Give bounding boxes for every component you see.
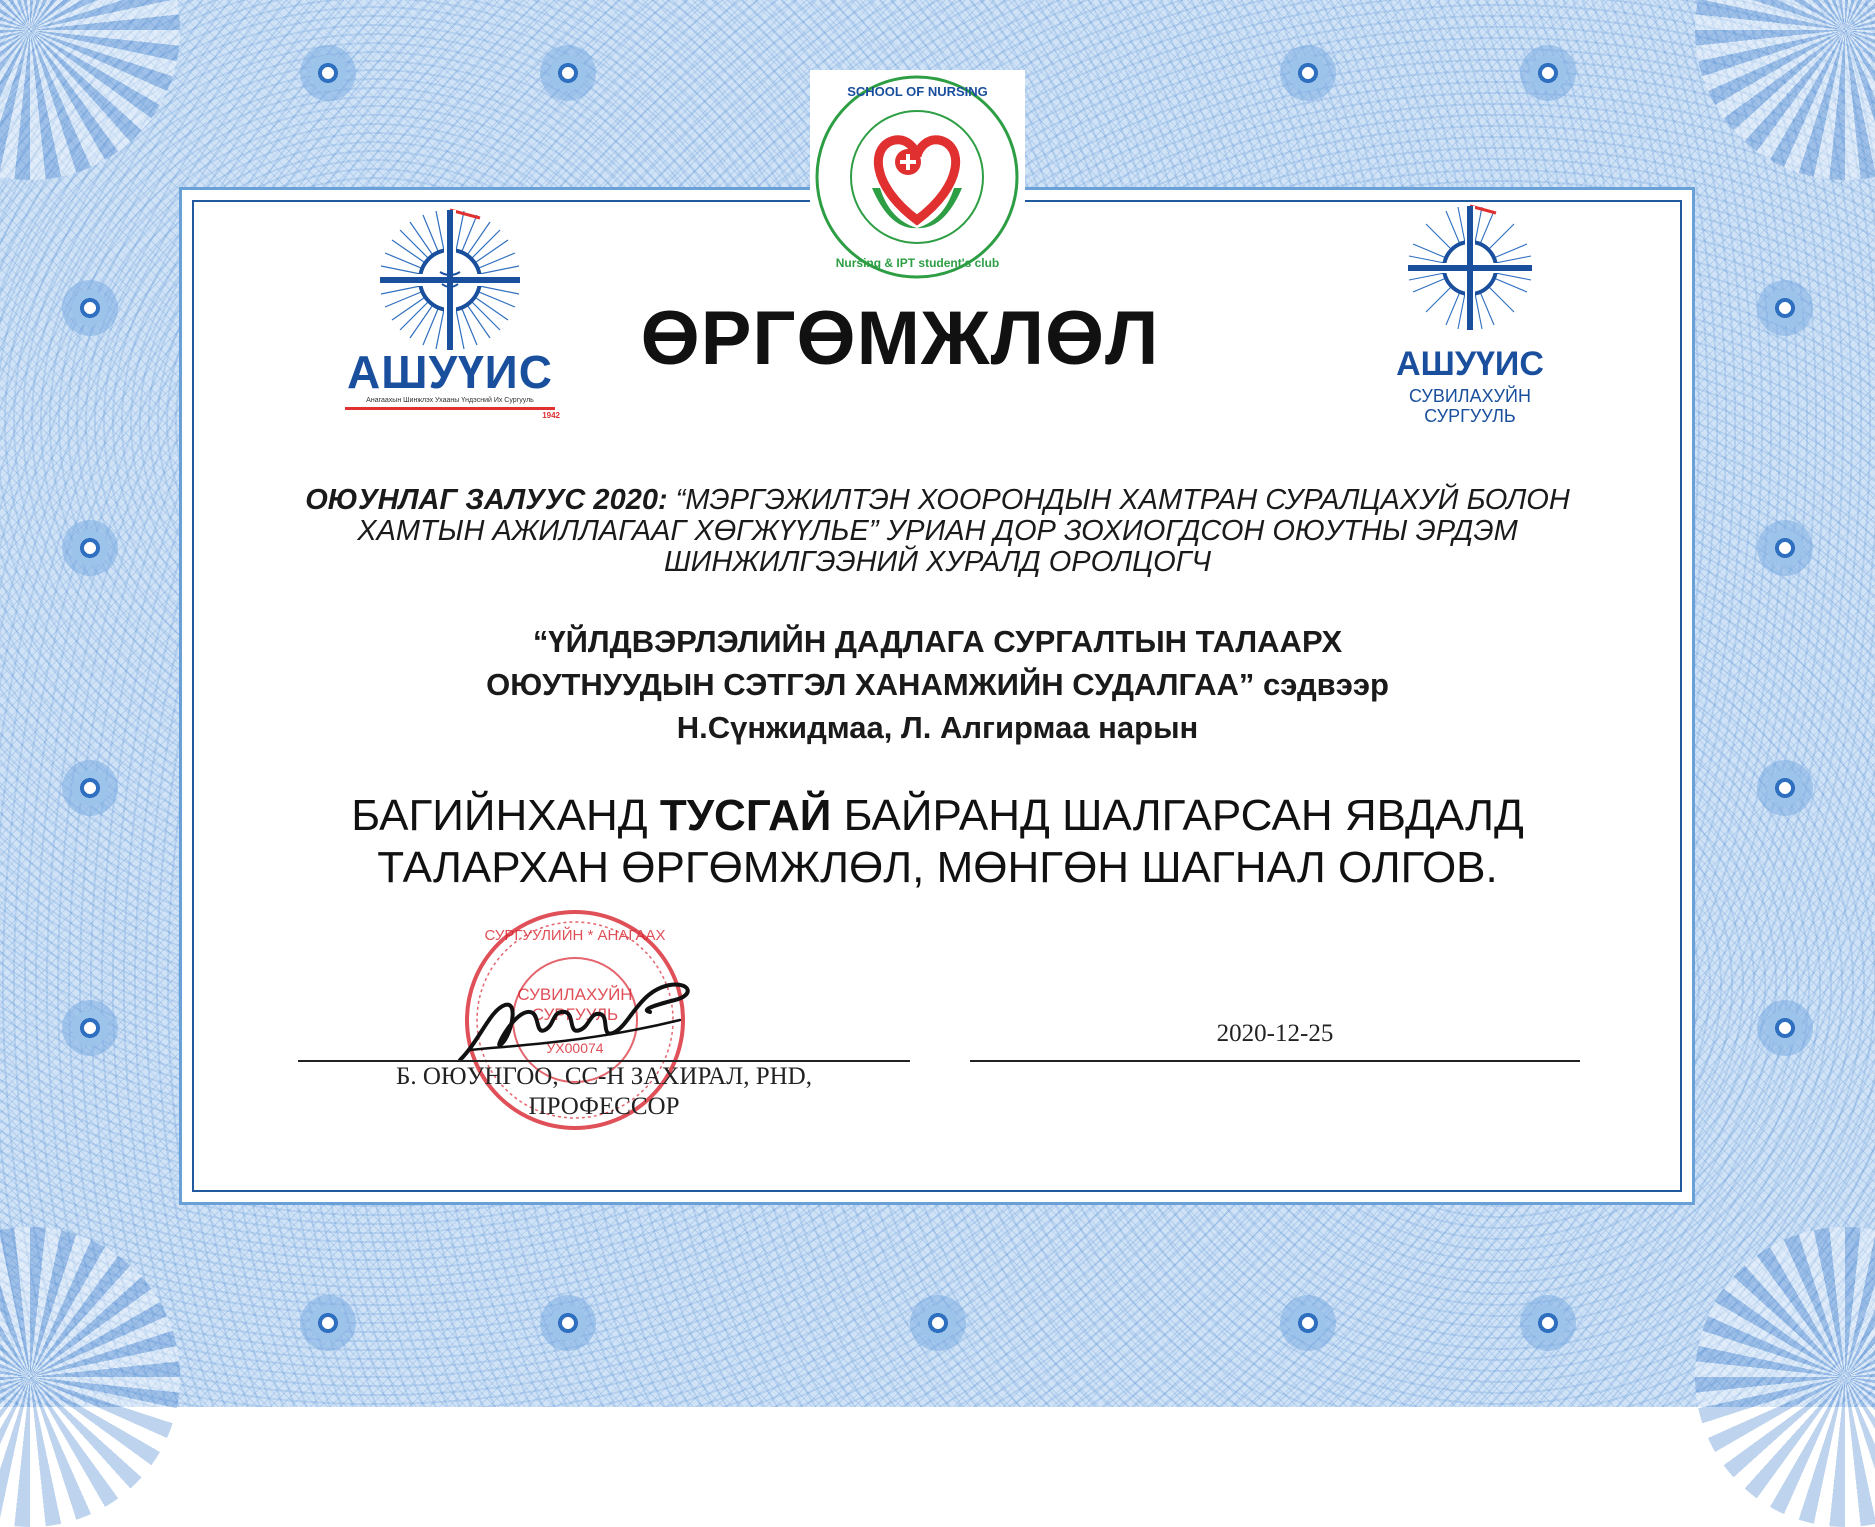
border-rosette [62,1000,118,1056]
corner-ornament [1695,0,1875,180]
corner-ornament [0,0,180,180]
border-rosette [1757,1000,1813,1056]
border-rosette [62,520,118,576]
nursing-bottom-text: Nursing & IPT student's club [835,256,1000,270]
sunburst-emblem-icon [1385,200,1555,335]
logo-tagline: Анагаахын Шинжлэх Ухааны Үндэсний Их Сургууль [366,397,534,404]
award-pre: БАГИЙНХАНД [351,791,660,840]
sunburst-emblem-icon [340,205,560,355]
topic-line-2: ОЮУТНУУДЫН СЭТГЭЛ ХАНАМЖИЙН СУДАЛГАА” сэдвээр [486,667,1389,702]
nursing-top-text: SCHOOL OF NURSING [847,84,988,99]
corner-ornament [0,1227,180,1527]
border-rosette [1757,760,1813,816]
border-rosette [62,280,118,336]
border-rosette [300,45,356,101]
border-rosette [1757,520,1813,576]
research-topic [300,620,1575,749]
border-rosette [1280,1295,1336,1351]
event-name: ОЮУНЛАГ ЗАЛУУС 2020: [305,484,668,516]
ashuuis-logo [340,205,560,425]
border-rosette [1280,45,1336,101]
award-category: ТУСГАЙ [659,791,832,840]
issue-date: 2020-12-25 [1216,1020,1334,1047]
nursing-club-logo [810,70,1025,285]
stamp-code: УХ00074 [546,1040,604,1056]
logo-sub1: СУВИЛАХУЙН [1409,386,1531,406]
border-rosette [300,1295,356,1351]
logo-name: АШУҮИС [1396,345,1544,383]
event-text: “МЭРГЭЖИЛТЭН ХООРОНДЫН ХАМТРАН СУРАЛЦАХУЙ БОЛОН ХАМТЫН АЖИЛЛАГААГ ХӨГЖҮҮЛЬЕ” УРИАН ДОР ЗОХИОГДСОН ОЮУТНЫ ЭРДЭМ ШИНЖИЛГЭЭНИЙ ХУРАЛД ОРОЛЦОГЧ [357,484,1570,578]
award-post: БАЙРАНД ШАЛГАРСАН ЯВДАЛД [831,791,1524,840]
border-rosette [910,1295,966,1351]
logo-sub2: СУРГУУЛЬ [1424,406,1516,426]
border-rosette [1520,1295,1576,1351]
topic-line-1: “ҮЙЛДВЭРЛЭЛИЙН ДАДЛАГА СУРГАЛТЫН ТАЛААРХ [532,624,1343,659]
border-rosette [1757,280,1813,336]
border-rosette [540,45,596,101]
event-description [240,485,1635,578]
border-rosette [1520,45,1576,101]
border-rosette [540,1295,596,1351]
signer-title [298,1062,910,1122]
award-statement [240,790,1635,894]
logo-underline [345,407,555,410]
logo-name: АШУҮИС [347,346,553,398]
logo-year: 1942 [542,411,560,420]
corner-ornament [1695,1227,1875,1527]
stamp-ring-text: СУРГУУЛИЙН * АНАГААХ [484,927,666,944]
certificate-title: ӨРГӨМЖЛӨЛ [640,296,1160,381]
signer-line-2: ПРОФЕССОР [528,1093,680,1120]
nursing-school-logo [1385,200,1555,430]
authors: Н.Сүнжидмаа, Л. Алгирмаа нарын [676,710,1199,745]
award-line-2: ТАЛАРХАН ӨРГӨМЖЛӨЛ, МӨНГӨН ШАГНАЛ ОЛГОВ. [377,843,1498,892]
stamp-center-1: СУВИЛАХУЙН [517,985,633,1004]
signer-line-1: Б. ОЮУНГОО, СС-Н ЗАХИРАЛ, PHD, [396,1063,812,1090]
date-line [970,1060,1580,1062]
stamp-center-2: СУРГУУЛЬ [531,1005,619,1024]
nursing-heart-hands-icon [810,70,1025,285]
border-rosette [62,760,118,816]
